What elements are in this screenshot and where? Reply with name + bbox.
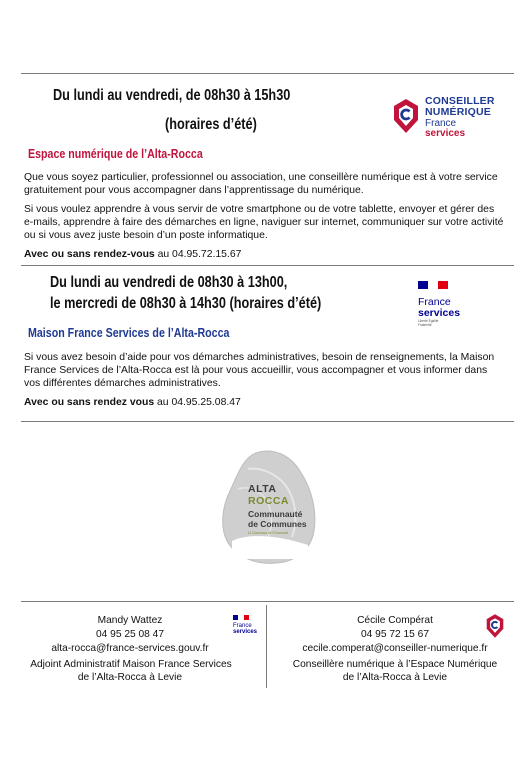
footer-left-location: de l’Alta-Rocca à Levie <box>77 672 183 683</box>
section2-hours-line2: le mercredi de 08h30 à 14h30 (horaires d’été) <box>50 295 322 312</box>
alta-rocca-line2: ROCCA <box>248 495 289 507</box>
section2-body <box>24 351 504 415</box>
footer-right-email: cecile.comperat@conseiller-numerique.fr <box>302 643 488 654</box>
footer-french-flag-icon <box>233 615 249 620</box>
footer-right-name: Cécile Compérat <box>357 615 433 626</box>
section1-contact <box>24 248 504 261</box>
section2-contact <box>24 396 504 409</box>
footer-left-name: Mandy Wattez <box>97 615 163 626</box>
alta-rocca-logo <box>218 449 322 565</box>
cn-logo-line4: services <box>425 128 466 139</box>
alta-rocca-line1: ALTA <box>248 483 277 495</box>
section1-contact-bold: Avec ou sans rendez-vous <box>24 249 155 260</box>
fs-logo-line1: France <box>418 296 451 308</box>
footer-fs-line1: France <box>233 623 252 629</box>
section1-hours-line1: Du lundi au vendredi, de 08h30 à 15h30 <box>53 87 291 104</box>
footer-right-role: Conseillère numérique à l’Espace Numérique <box>292 659 498 670</box>
french-flag-icon <box>418 281 448 289</box>
cn-logo-line2: NUMÉRIQUE <box>425 106 491 118</box>
alta-rocca-line4: de Communes <box>248 519 307 529</box>
section1-body <box>24 171 504 267</box>
top-divider <box>21 73 514 74</box>
footer-left-email: alta-rocca@france-services.gouv.fr <box>51 643 209 654</box>
alta-rocca-tagline: U Cumunu di l'Cumuni <box>248 530 288 535</box>
section2-subtitle: Maison France Services de l’Alta-Rocca <box>28 325 230 340</box>
map-pin-c-icon <box>393 98 419 134</box>
stone-emblem-icon <box>218 449 322 565</box>
section2-contact-phone: au 04.95.25.08.47 <box>157 397 241 408</box>
section2-hours-line1: Du lundi au vendredi de 08h30 à 13h00, <box>50 274 288 291</box>
footer-map-pin-c-icon <box>486 613 504 639</box>
alta-rocca-line3: Communauté <box>248 509 303 519</box>
lower-divider <box>21 421 514 422</box>
footer-left-phone: 04 95 25 08 47 <box>96 629 164 640</box>
footer-right-phone: 04 95 72 15 67 <box>361 629 429 640</box>
section1-contact-phone: au 04.95.72.15.67 <box>157 249 242 260</box>
section1-hours-line2: (horaires d’été) <box>165 116 257 133</box>
footer-right-location: de l’Alta-Rocca à Levie <box>342 672 448 683</box>
section2-contact-bold: Avec ou sans rendez vous <box>24 397 155 408</box>
footer-fs-line2: services <box>233 629 258 635</box>
france-services-logo <box>418 281 478 327</box>
cn-logo-line1: CONSEILLER <box>425 95 495 107</box>
section1-paragraph1: Que vous soyez particulier, professionnel ou association, une conseillère numérique est à votre service gratuitement pour vous accompagner dans l’apprentissage du numérique. <box>24 172 498 196</box>
conseiller-numerique-logo <box>393 95 503 141</box>
footer-vertical-divider <box>266 605 267 688</box>
section2-paragraph1: Si vous avez besoin d’aide pour vos démarches administratives, besoin de renseignements, la Maison France Services de l’Alta-Rocca est là pour vous accueillir, vous accompagner et vous informer dans vos différentes démarches administratives. <box>24 352 495 389</box>
middle-divider <box>21 265 514 266</box>
footer-left-role: Adjoint Administratif Maison France Services <box>30 659 232 670</box>
footer-france-services-logo <box>233 615 259 643</box>
footer-divider <box>21 601 514 602</box>
fs-logo-line2: services <box>418 307 461 319</box>
section1-paragraph2: Si vous voulez apprendre à vous servir de votre smartphone ou de votre tablette, envoyer et gérer des e-mails, apprendre à faire des démarches en ligne, naviguer sur internet, communiquer sur votre activité ou si vous avez juste besoin d’un poste informatique. <box>24 204 504 241</box>
cn-logo-line3: France <box>425 118 457 129</box>
fs-logo-motto: Liberté Égalité Fraternité <box>418 319 439 327</box>
section1-subtitle: Espace numérique de l’Alta-Rocca <box>28 146 203 161</box>
